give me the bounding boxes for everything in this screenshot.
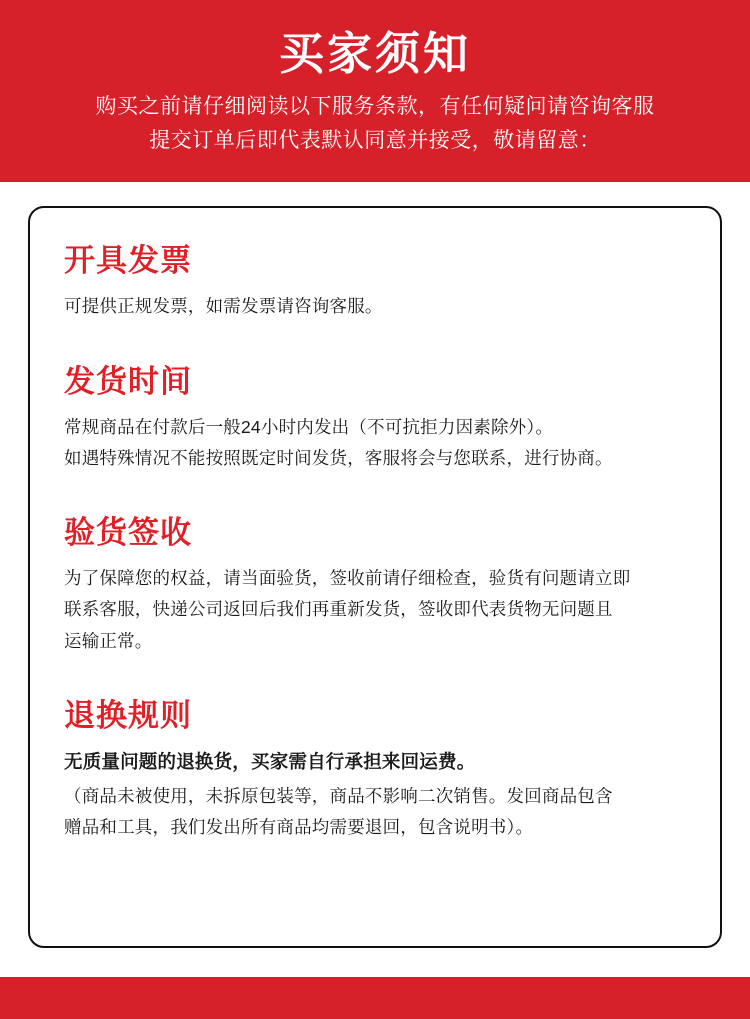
section-return-line-3: 赠品和工具，我们发出所有商品均需要退回，包含说明书）。 xyxy=(64,816,534,837)
header-subtitle-line-2: 提交订单后即代表默认同意并接受，敬请留意： xyxy=(149,129,601,153)
spacer-3 xyxy=(64,683,686,697)
section-shipping-line-2: 如遇特殊情况不能按照既定时间发货，客服将会与您联系，进行协商。 xyxy=(64,447,613,468)
section-title-inspection: 验货签收 xyxy=(64,515,192,551)
footer-bar xyxy=(0,977,750,1019)
section-shipping-time xyxy=(64,363,686,474)
section-return-line-1: 无质量问题的退换货，买家需自行承担来回运费。 xyxy=(64,750,476,772)
section-inspection-line-1: 为了保障您的权益，请当面验货，签收前请仔细检查，验货有问题请立即 xyxy=(64,568,631,589)
section-inspection-line-2: 联系客服，快递公司返回后我们再重新发货，签收即代表货物无问题且 xyxy=(64,599,613,620)
section-title-return-policy: 退换规则 xyxy=(64,697,192,733)
section-inspection-line-3: 运输正常。 xyxy=(64,630,153,651)
spacer-2 xyxy=(64,500,686,514)
spacer-1 xyxy=(64,349,686,363)
header-subtitle-line-1: 购买之前请仔细阅读以下服务条款，有任何疑问请咨询客服 xyxy=(95,95,655,119)
section-body-invoice xyxy=(64,291,686,322)
section-body-shipping-time xyxy=(64,412,686,474)
notice-card xyxy=(28,206,722,948)
content-wrapper xyxy=(0,182,750,948)
section-return-policy xyxy=(64,697,686,843)
header-subtitle xyxy=(0,90,750,158)
section-invoice xyxy=(64,242,686,322)
section-body-return-policy xyxy=(64,746,686,843)
section-shipping-line-1: 常规商品在付款后一般24小时内发出（不可抗拒力因素除外）。 xyxy=(64,416,554,437)
section-return-line-2: （商品未被使用，未拆原包装等，商品不影响二次销售。发回商品包含 xyxy=(64,785,613,806)
section-title-invoice: 开具发票 xyxy=(64,243,192,279)
section-inspection xyxy=(64,514,686,657)
section-title-shipping-time: 发货时间 xyxy=(64,363,192,399)
header-banner xyxy=(0,0,750,182)
page-title: 买家须知 xyxy=(278,28,471,79)
section-invoice-line-1: 可提供正规发票，如需发票请咨询客服。 xyxy=(64,296,383,317)
section-body-inspection xyxy=(64,563,686,656)
